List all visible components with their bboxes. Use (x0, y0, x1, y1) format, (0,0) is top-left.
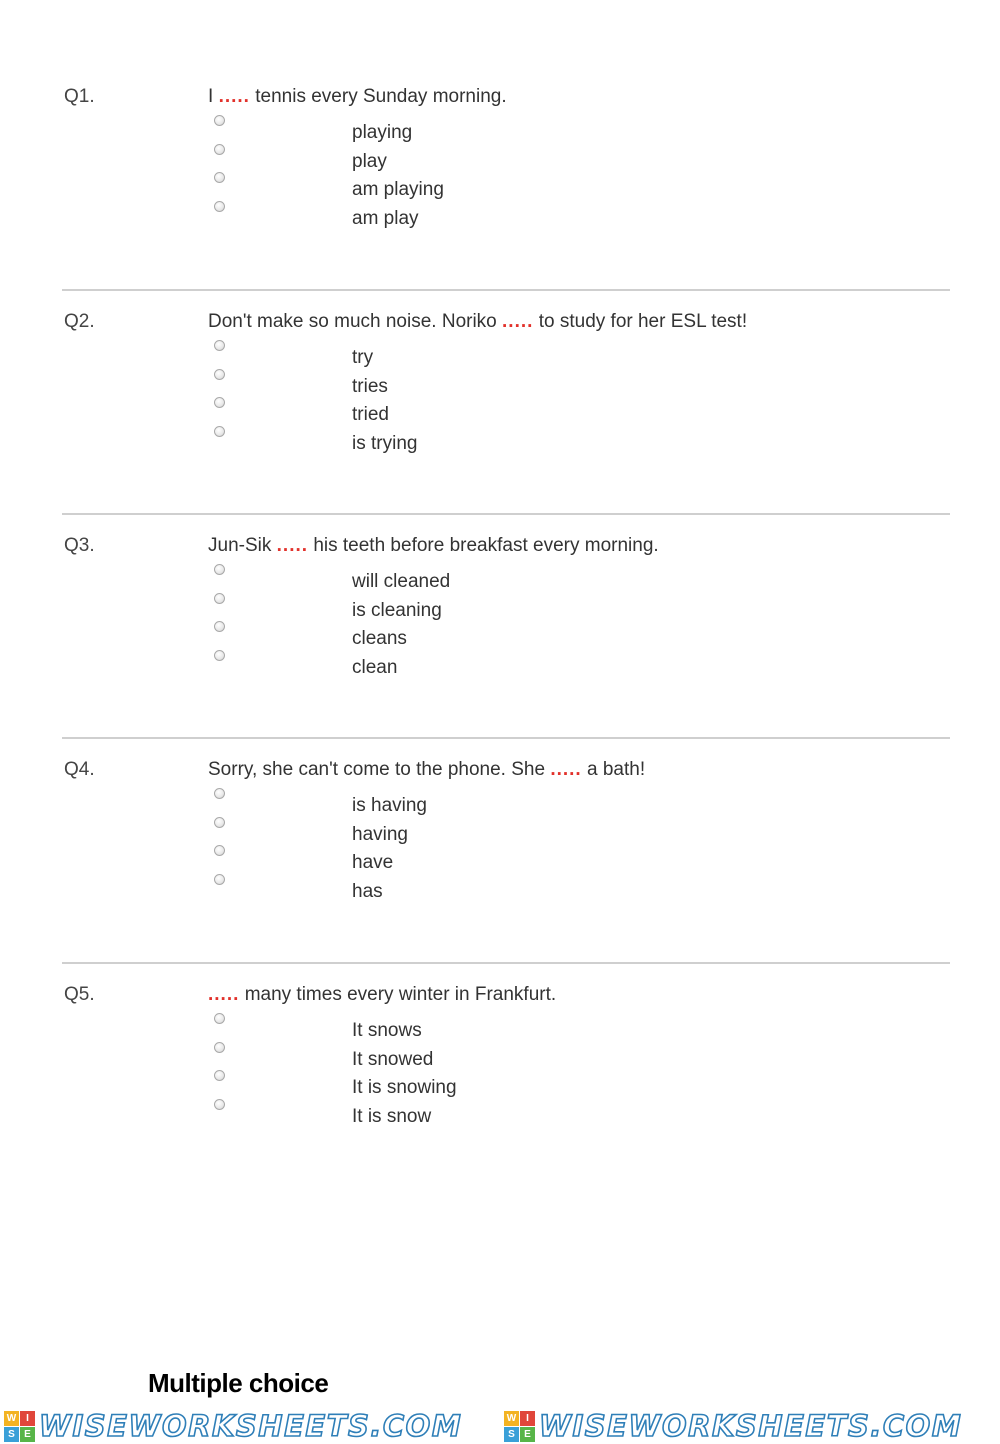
brand-logo (504, 1410, 962, 1442)
option-label[interactable]: It is snow (352, 1106, 432, 1127)
option[interactable] (0, 825, 1000, 853)
answer-blank: ..... (550, 759, 582, 780)
option[interactable] (0, 1078, 1000, 1106)
radio-button[interactable] (214, 369, 225, 380)
option[interactable] (0, 405, 1000, 433)
question-2 (0, 311, 1000, 535)
question-number: Q5. (64, 984, 95, 1005)
logo-cell: E (520, 1427, 535, 1442)
radio-button[interactable] (214, 593, 225, 604)
option-label[interactable]: cleans (352, 628, 407, 649)
question-5 (0, 984, 1000, 1208)
option[interactable] (0, 572, 1000, 600)
brand-text: WISEWORKSHEETS.COM (39, 1409, 463, 1443)
option[interactable] (0, 658, 1000, 686)
option-label[interactable]: having (352, 824, 408, 845)
logo-icon (4, 1411, 35, 1442)
option[interactable] (0, 601, 1000, 629)
option-label[interactable]: have (352, 852, 394, 873)
option[interactable] (0, 348, 1000, 376)
brand-strip (0, 1410, 1000, 1442)
question-stem: Jun-Sik ..... his teeth before breakfast every morning. (208, 535, 659, 556)
radio-button[interactable] (214, 397, 225, 408)
option[interactable] (0, 180, 1000, 208)
question-1 (0, 86, 1000, 310)
radio-button[interactable] (214, 1099, 225, 1110)
answer-blank: ..... (502, 311, 534, 332)
option[interactable] (0, 853, 1000, 881)
option-label[interactable]: clean (352, 657, 398, 678)
question-number: Q4. (64, 759, 95, 780)
question-4 (0, 759, 1000, 983)
question-stem: Sorry, she can't come to the phone. She ..... a bath! (208, 759, 646, 780)
option[interactable] (0, 377, 1000, 405)
radio-button[interactable] (214, 115, 225, 126)
question-stem: ..... many times every winter in Frankfurt. (208, 984, 557, 1005)
logo-cell: S (504, 1427, 519, 1442)
question-number: Q3. (64, 535, 95, 556)
option-label[interactable]: am playing (352, 179, 444, 200)
option-label[interactable]: will cleaned (352, 571, 451, 592)
option-label[interactable]: is cleaning (352, 600, 442, 621)
divider (62, 962, 950, 964)
radio-button[interactable] (214, 1070, 225, 1081)
divider (62, 289, 950, 291)
option-label[interactable]: It snows (352, 1020, 422, 1041)
logo-cell: S (4, 1427, 19, 1442)
option[interactable] (0, 209, 1000, 237)
logo-cell: I (520, 1411, 535, 1426)
option[interactable] (0, 1021, 1000, 1049)
radio-button[interactable] (214, 426, 225, 437)
radio-button[interactable] (214, 1013, 225, 1024)
option[interactable] (0, 796, 1000, 824)
logo-icon (504, 1411, 535, 1442)
radio-button[interactable] (214, 1042, 225, 1053)
option-label[interactable]: play (352, 151, 387, 172)
option-label[interactable]: tries (352, 376, 388, 397)
question-3 (0, 535, 1000, 759)
radio-button[interactable] (214, 650, 225, 661)
radio-button[interactable] (214, 201, 225, 212)
option-label[interactable]: It snowed (352, 1049, 434, 1070)
option-label[interactable]: It is snowing (352, 1077, 457, 1098)
question-number: Q2. (64, 311, 95, 332)
option[interactable] (0, 629, 1000, 657)
radio-button[interactable] (214, 621, 225, 632)
answer-blank: ..... (208, 984, 240, 1005)
brand-text: WISEWORKSHEETS.COM (539, 1409, 963, 1443)
option[interactable] (0, 1107, 1000, 1135)
option[interactable] (0, 882, 1000, 910)
radio-button[interactable] (214, 874, 225, 885)
option-label[interactable]: am play (352, 208, 419, 229)
divider (62, 737, 950, 739)
logo-cell: W (504, 1411, 519, 1426)
option[interactable] (0, 434, 1000, 462)
radio-button[interactable] (214, 564, 225, 575)
option[interactable] (0, 1050, 1000, 1078)
option-label[interactable]: tried (352, 404, 389, 425)
answer-blank: ..... (276, 535, 309, 556)
option[interactable] (0, 123, 1000, 151)
radio-button[interactable] (214, 788, 225, 799)
divider (62, 513, 950, 515)
option-label[interactable]: is trying (352, 433, 418, 454)
option-label[interactable]: has (352, 881, 383, 902)
option-label[interactable]: playing (352, 122, 413, 143)
radio-button[interactable] (214, 340, 225, 351)
option-label[interactable]: try (352, 347, 374, 368)
answer-blank: ..... (218, 86, 250, 107)
logo-cell: I (20, 1411, 35, 1426)
question-number: Q1. (64, 86, 95, 107)
radio-button[interactable] (214, 144, 225, 155)
question-stem: Don't make so much noise. Noriko ..... to study for her ESL test! (208, 311, 748, 332)
brand-logo (4, 1410, 462, 1442)
radio-button[interactable] (214, 817, 225, 828)
logo-cell: W (4, 1411, 19, 1426)
option[interactable] (0, 152, 1000, 180)
worksheet-type-title: Multiple choice (148, 1368, 329, 1398)
option-label[interactable]: is having (352, 795, 427, 816)
radio-button[interactable] (214, 172, 225, 183)
logo-cell: E (20, 1427, 35, 1442)
question-stem: I ..... tennis every Sunday morning. (208, 86, 507, 107)
radio-button[interactable] (214, 845, 225, 856)
